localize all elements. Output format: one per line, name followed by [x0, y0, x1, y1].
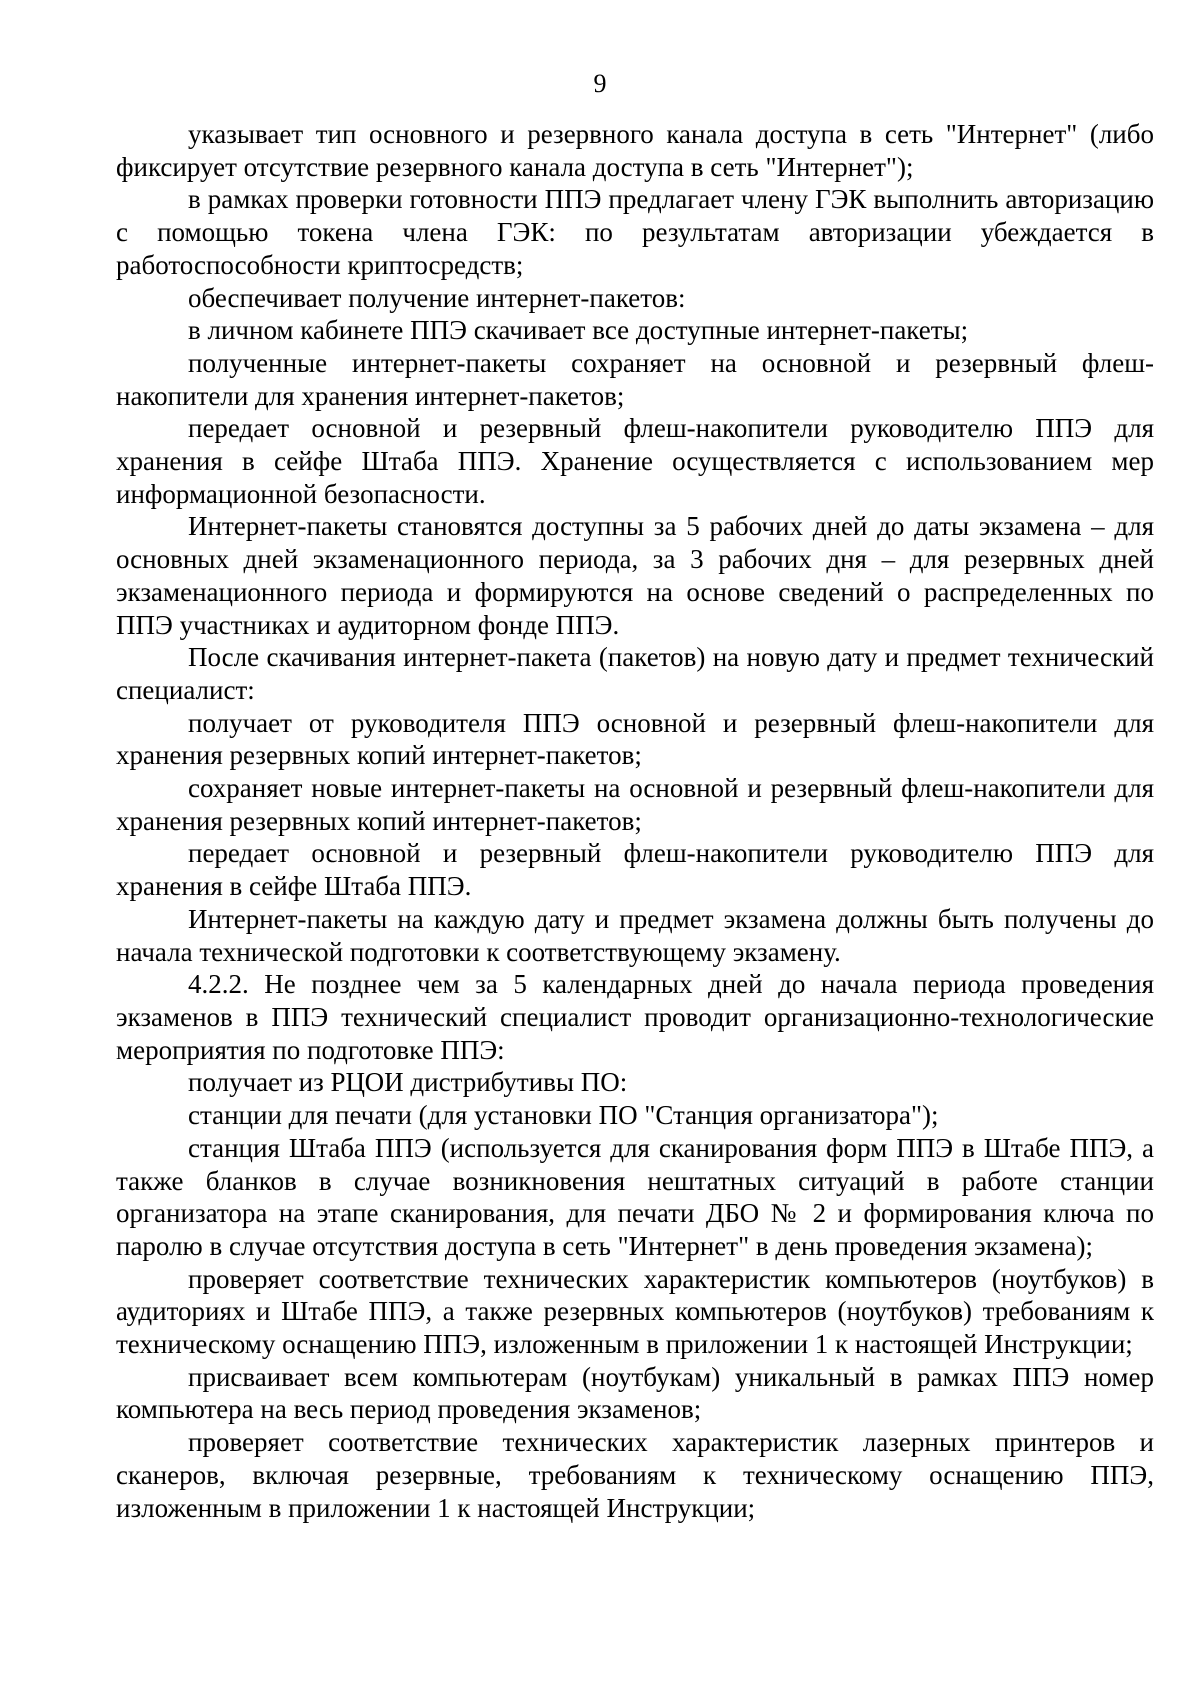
paragraph: Интернет-пакеты на каждую дату и предмет экзамена должны быть получены до начала технической подготовки к соответствующему экзамену.: [116, 903, 1154, 967]
paragraph: проверяет соответствие технических характеристик компьютеров (ноутбуков) в аудиториях и Штабе ППЭ, а также резервных компьютеров (ноутбуков) требованиям к техническому оснащению ППЭ, изложенным в приложении 1 к настоящей Инструкции;: [116, 1263, 1154, 1360]
paragraph: сохраняет новые интернет-пакеты на основной и резервный флеш-накопители для хранения резервных копий интернет-пакетов;: [116, 773, 1154, 836]
paragraph: После скачивания интернет-пакета (пакетов) на новую дату и предмет технический специалист:: [116, 642, 1154, 705]
paragraph: обеспечивает получение интернет-пакетов:: [188, 282, 686, 313]
paragraph: станция Штаба ППЭ (используется для сканирования форм ППЭ в Штабе ППЭ, а также бланков в случае возникновения нештатных ситуаций в работе станции организатора на этапе сканирования, для печати ДБО № 2 и формирования ключа по паролю в случае отсутствия доступа в сеть "Интернет" в день проведения экзамена);: [116, 1132, 1154, 1261]
paragraph: получает от руководителя ППЭ основной и резервный флеш-накопители для хранения резервных копий интернет-пакетов;: [116, 707, 1154, 771]
paragraph: станции для печати (для установки ПО "Станция организатора");: [188, 1100, 939, 1131]
paragraph: проверяет соответствие технических характеристик лазерных принтеров и сканеров, включая резервные, требованиям к техническому оснащению ППЭ, изложенным в приложении 1 к настоящей Инструкции;: [116, 1427, 1154, 1523]
paragraph: присваивает всем компьютерам (ноутбукам) уникальный в рамках ППЭ номер компьютера на весь период проведения экзаменов;: [116, 1361, 1154, 1425]
paragraph: в рамках проверки готовности ППЭ предлагает члену ГЭК выполнить авторизацию с помощью токена члена ГЭК: по результатам авторизации убеждается в работоспособности криптосредств;: [116, 184, 1154, 280]
paragraph: полученные интернет-пакеты сохраняет на основной и резервный флеш-накопители для хранения интернет-пакетов;: [116, 347, 1154, 411]
paragraph: в личном кабинете ППЭ скачивает все доступные интернет-пакеты;: [188, 315, 969, 346]
paragraph: Интернет-пакеты становятся доступны за 5 рабочих дней до даты экзамена – для основных дней экзаменационного периода, за 3 рабочих дня – для резервных дней экзаменационного периода и формируются на основе сведений о распределенных по ППЭ участниках и аудиторном фонде ППЭ.: [116, 511, 1154, 640]
document-body: [116, 118, 1154, 1524]
paragraph: указывает тип основного и резервного канала доступа в сеть "Интернет" (либо фиксирует отсутствие резервного канала доступа в сеть "Интернет");: [116, 119, 1154, 182]
paragraph: получает из РЦОИ дистрибутивы ПО:: [188, 1067, 628, 1098]
paragraph: передает основной и резервный флеш-накопители руководителю ППЭ для хранения в сейфе Штаба ППЭ. Хранение осуществляется с использованием мер информационной безопасности.: [116, 413, 1154, 509]
paragraph: передает основной и резервный флеш-накопители руководителю ППЭ для хранения в сейфе Штаба ППЭ.: [116, 838, 1154, 902]
paragraph: 4.2.2. Не позднее чем за 5 календарных дней до начала периода проведения экзаменов в ППЭ технический специалист проводит организационно-технологические мероприятия по подготовке ППЭ:: [116, 969, 1154, 1065]
page-number: 9: [593, 69, 607, 98]
